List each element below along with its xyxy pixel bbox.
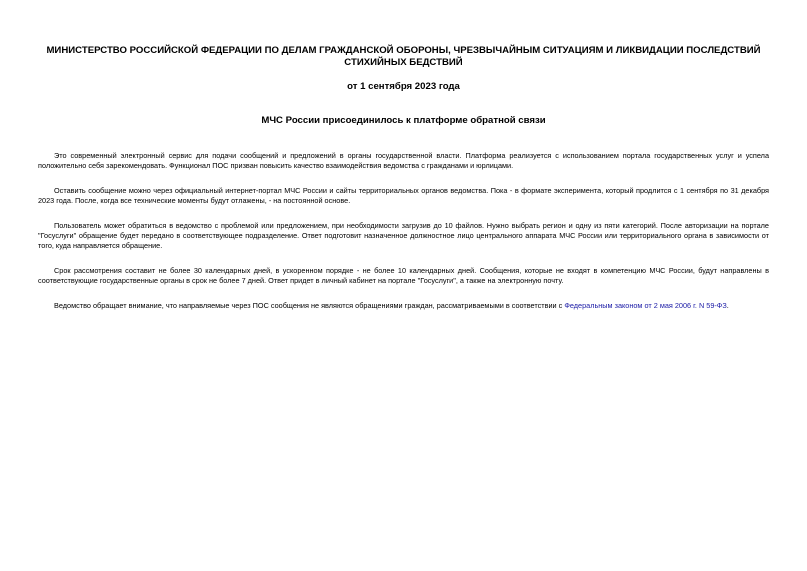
paragraph: Оставить сообщение можно через официальный интернет-портал МЧС России и сайты территориальных органов ведомства. Пока - в формате эксперимента, который продлится с 1 сентября по 31 декабря 2023 года. После, когда все технические моменты будут отлажены, - на постоянной основе. (38, 185, 769, 206)
paragraph-end: . (726, 300, 729, 310)
paragraph: Пользователь может обратиться в ведомство с проблемой или предложением, при необходимости загрузив до 10 файлов. Нужно выбрать регион и одну из пяти категорий. После авторизации на портале "Госуслуги" обращение будет передано в соответствующее подразделение. Ответ подготовит назначенное должностное лицо центрального аппарата МЧС России или территориального органа в зависимости от того, куда направляется обращение. (38, 220, 769, 251)
federal-law-link[interactable]: Федеральным законом от 2 мая 2006 г. N 59-ФЗ (564, 300, 727, 310)
document-date: от 1 сентября 2023 года (347, 81, 460, 92)
document-page (38, 0, 769, 325)
paragraph-with-law-link (38, 301, 769, 311)
paragraph-text: Ведомство обращает внимание, что направляемые через ПОС сообщения не являются обращениями граждан, рассматриваемыми в соответствии с (54, 300, 565, 310)
paragraph: Срок рассмотрения составит не более 30 календарных дней, в ускоренном порядке - не более 10 календарных дней. Сообщения, которые не входят в компетенцию МЧС России, будут направлены в соответствующие государственные органы в срок не более 7 дней. Ответ придет в личный кабинет на портале "Госуслуги", а также на электронную почту. (38, 265, 769, 286)
paragraph: Это современный электронный сервис для подачи сообщений и предложений в органы государственной власти. Платформа реализуется с использованием портала государственных услуг и успела положительно себя зарекомендовать. Функционал ПОС призван повысить качество взаимодействия ведомства с гражданами и юрлицами. (38, 151, 769, 171)
document-title: МЧС России присоединилось к платформе обратной связи (261, 115, 546, 126)
document-body (38, 151, 769, 311)
ministry-heading: МИНИСТЕРСТВО РОССИЙСКОЙ ФЕДЕРАЦИИ ПО ДЕЛАМ ГРАЖДАНСКОЙ ОБОРОНЫ, ЧРЕЗВЫЧАЙНЫМ СИТУАЦИЯМ И ЛИКВИДАЦИИ ПОСЛЕДСТВИЙ СТИХИЙНЫХ БЕДСТВИЙ (46, 45, 761, 68)
